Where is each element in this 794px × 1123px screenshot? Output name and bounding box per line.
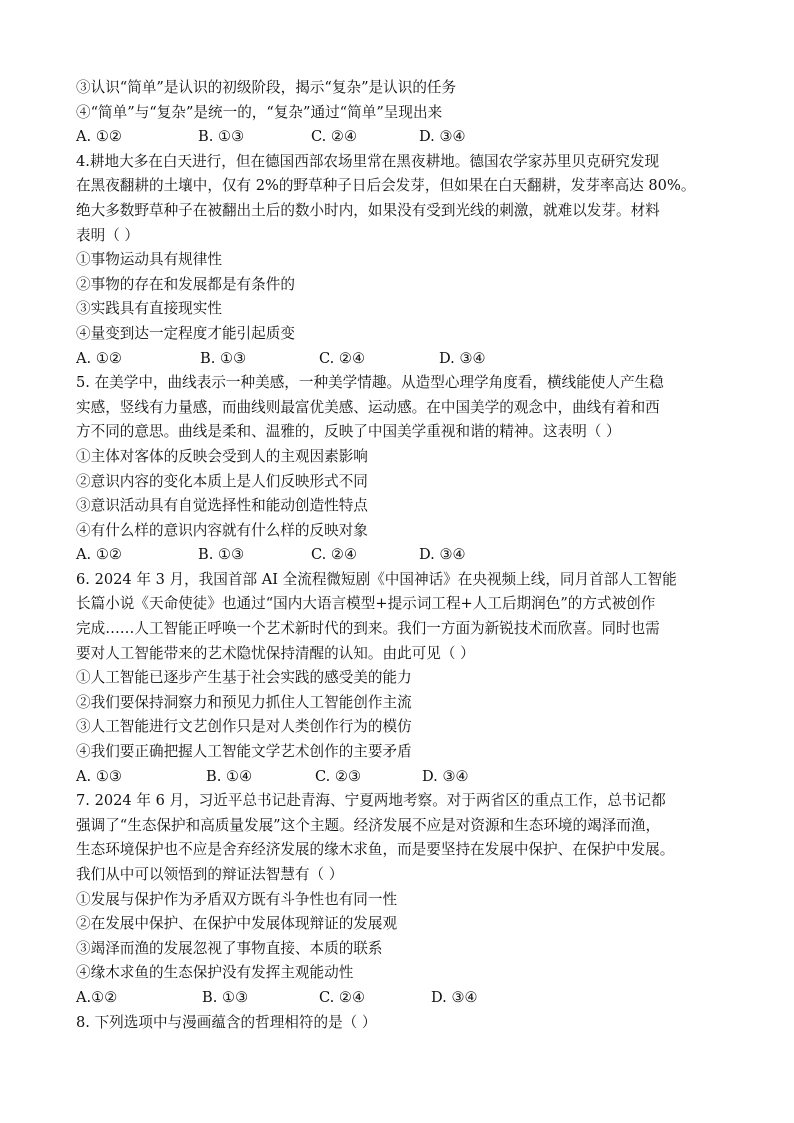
answer-option: B. ①③ bbox=[200, 349, 247, 367]
text-line: 4.耕地大多在白天进行，但在德国西部农场里常在黑夜耕地。德国农学家苏里贝克研究发现 bbox=[76, 152, 660, 170]
text-line: 7. 2024 年 6 月，习近平总书记赴青海、宁夏两地考察。对于两省区的重点工作，总书记都 bbox=[76, 792, 666, 810]
answer-option: A. ①② bbox=[76, 546, 122, 564]
answer-option: D. ③④ bbox=[439, 349, 486, 367]
text-line: 在黑夜翻耕的土壤中，仅有 2%的野草种子日后会发芽，但如果在白天翻耕，发芽率高达 80%。 bbox=[76, 177, 696, 195]
answer-option: C. ②④ bbox=[319, 988, 366, 1006]
text-line: ③意识活动具有自觉选择性和能动创造性特点 bbox=[76, 497, 368, 515]
text-line: 我们从中可以领悟到的辩证法智慧有（ ） bbox=[76, 866, 344, 883]
text-line: ①事物运动具有规律性 bbox=[76, 251, 222, 269]
answer-options bbox=[76, 543, 726, 568]
text-line: ①发展与保护作为矛盾双方既有斗争性也有同一性 bbox=[76, 890, 398, 908]
answer-option: D. ③④ bbox=[431, 988, 478, 1006]
answer-option: A. ①② bbox=[76, 128, 122, 146]
text-line: 生态环境保护也不应是舍弃经济发展的缘木求鱼，而是要坚持在发展中保护、在保护中发展。 bbox=[76, 841, 675, 859]
answer-option: B. ①③ bbox=[202, 988, 249, 1006]
text-line: ③实践具有直接现实性 bbox=[76, 300, 222, 318]
text-line: ②在发展中保护、在保护中发展体现辩证的发展观 bbox=[76, 915, 398, 933]
answer-option: D. ③④ bbox=[419, 546, 466, 564]
text-line: 要对人工智能带来的艺术隐忧保持清醒的认知。由此可见（ ） bbox=[76, 644, 475, 662]
text-line: ②意识内容的变化本质上是人们反映形式不同 bbox=[76, 472, 368, 490]
text-line: ③竭泽而渔的发展忽视了事物直接、本质的联系 bbox=[76, 939, 383, 957]
text-line: ④我们要正确把握人工智能文学艺术创作的主要矛盾 bbox=[76, 743, 412, 761]
answer-option: C. ②④ bbox=[319, 349, 366, 367]
text-line: 绝大多数野草种子在被翻出土后的数小时内，如果没有受到光线的刺激，就难以发芽。材料 bbox=[76, 201, 660, 219]
text-line: ②我们要保持洞察力和预见力抓住人工智能创作主流 bbox=[76, 693, 412, 711]
text-line: 表明（ ） bbox=[76, 226, 140, 244]
answer-option: C. ②④ bbox=[311, 546, 358, 564]
text-line: ③人工智能进行文艺创作只是对人类创作行为的模仿 bbox=[76, 718, 412, 736]
answer-options bbox=[76, 765, 726, 790]
text-line: 6. 2024 年 3 月，我国首部 AI 全流程微短剧《中国神话》在央视频上线，同月首部人工智能 bbox=[76, 570, 677, 588]
text-line: ④“简单”与“复杂”是统一的，“复杂”通过“简单”呈现出来 bbox=[76, 103, 443, 121]
text-line: 8. 下列选项中与漫画蕴含的哲理相符的是（ ） bbox=[76, 1013, 377, 1031]
answer-option: A. ①③ bbox=[76, 767, 122, 785]
text-line: ③认识“简单”是认识的初级阶段，揭示“复杂”是认识的任务 bbox=[76, 79, 457, 96]
answer-option: D. ③④ bbox=[422, 767, 469, 785]
text-line: 5. 在美学中，曲线表示一种美感，一种美学情趣。从造型心理学角度看，横线能使人产生稳 bbox=[76, 374, 664, 392]
text-line: ④量变到达一定程度才能引起质变 bbox=[76, 324, 295, 342]
text-line: ①人工智能已逐步产生基于社会实践的感受美的能力 bbox=[76, 669, 412, 687]
answer-option: B. ①③ bbox=[198, 128, 245, 146]
answer-option: B. ①④ bbox=[206, 767, 253, 785]
answer-option: D. ③④ bbox=[419, 128, 466, 146]
answer-options bbox=[76, 347, 726, 372]
text-line: 强调了“生态保护和高质量发展”这个主题。经济发展不应是对资源和生态环境的竭泽而渔， bbox=[76, 816, 661, 834]
exam-page bbox=[76, 76, 726, 1035]
answer-options bbox=[76, 125, 726, 150]
text-line: ④有什么样的意识内容就有什么样的反映对象 bbox=[76, 521, 368, 539]
answer-option: C. ②④ bbox=[311, 128, 358, 146]
text-line: ②事物的存在和发展都是有条件的 bbox=[76, 275, 295, 293]
text-line: 长篇小说《天命使徒》也通过“国内大语言模型+提示词工程+人工后期润色”的方式被创作 bbox=[76, 595, 656, 613]
answer-option: B. ①③ bbox=[198, 546, 245, 564]
text-line: ①主体对客体的反映会受到人的主观因素影响 bbox=[76, 447, 368, 465]
answer-option: A. ①② bbox=[76, 349, 122, 367]
text-line: 实感，竖线有力量感，而曲线则最富优美感、运动感。在中国美学的观念中，曲线有着和西 bbox=[76, 398, 660, 416]
text-line: 方不同的意思。曲线是柔和、温雅的，反映了中国美学重视和谐的精神。这表明（ ） bbox=[76, 423, 621, 441]
text-line: ④缘木求鱼的生态保护没有发挥主观能动性 bbox=[76, 964, 354, 982]
answer-options bbox=[76, 986, 726, 1011]
answer-option: C. ②③ bbox=[315, 767, 362, 785]
text-line: 完成……人工智能正呼唤一个艺术新时代的到来。我们一方面为新锐技术而欣喜。同时也需 bbox=[76, 620, 660, 638]
answer-option: A.①② bbox=[76, 988, 118, 1006]
